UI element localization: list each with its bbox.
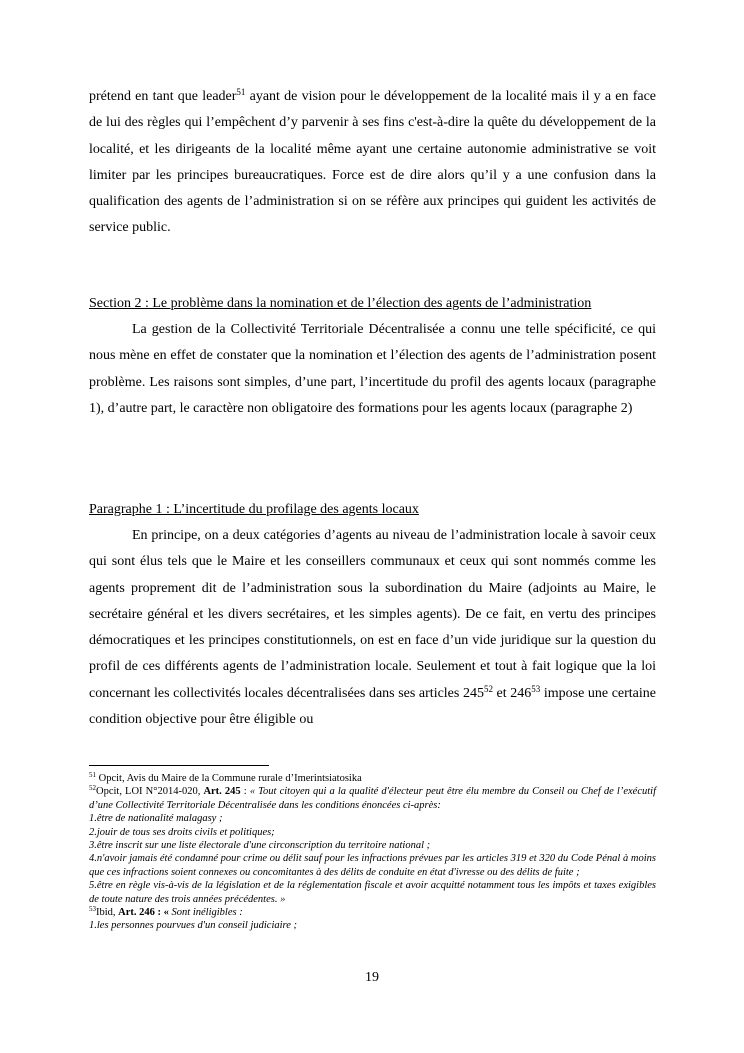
top-paragraph-text-start: prétend en tant que leader bbox=[89, 89, 237, 104]
footnote-separator bbox=[89, 765, 269, 766]
footnote-53-number: 53 bbox=[89, 905, 96, 914]
footnote-ref-51[interactable]: 51 bbox=[236, 87, 246, 97]
top-paragraph-text-end: ayant de vision pour le développement de la localité mais il y a en face de lui des règles qui l’empêchent d’y parvenir à ses fins c'est-à-dire la quête du développement de la localité, et les dirigeants de la localité même ayant une certaine autonomie administrative se voit limiter par les principes bureaucratiques. Force est de dire alors qu’il y a une confusion dans la qualification des agents de l’administration si on se réfère aux principes qui guident les activités de service public. bbox=[89, 89, 656, 236]
footnote-53-item: 1.les personnes pourvues d'un conseil judiciaire ; bbox=[89, 920, 298, 932]
footnote-52-quote: « Tout citoyen qui a la qualité d'électeur peut être élu membre du Conseil ou Chef de l’exécutif d’une Collectivité Territoriale Décentralisée dans les conditions énoncées ci-après: bbox=[89, 786, 656, 811]
section-2-heading: Section 2 : Le problème dans la nomination et de l’élection des agents de l’administration bbox=[89, 296, 592, 311]
footnote-52-item: 5.être en règle vis-à-vis de la législation et de la réglementation fiscale et avoir acquitté notamment tous les impôts et taxes exigibles de toute nature des trois années précédentes. » bbox=[89, 880, 656, 905]
footnote-52-item: 4.n'avoir jamais été condamné pour crime ou délit sauf pour les infractions prévues par les articles 319 et 320 du Code Pénal à moins que ces infractions soient connexes ou concomitantes à des délits de conduite en état d'ivresse ou des délits de fuite ; bbox=[89, 853, 656, 878]
section-2 bbox=[89, 291, 656, 422]
section-2-body: La gestion de la Collectivité Territoriale Décentralisée a connu une telle spécificité, ce qui nous mène en effet de constater que la nomination et l’élection des agents de l’administration posent problème. Les raisons sont simples, d’une part, l’incertitude du profil des agents locaux (paragraphe 1), d’autre part, le caractère non obligatoire des formations pour les agents locaux (paragraphe 2) bbox=[89, 322, 656, 416]
footnote-52 bbox=[89, 785, 656, 812]
footnote-51 bbox=[89, 772, 656, 785]
footnote-53 bbox=[89, 906, 656, 919]
paragraphe-1 bbox=[89, 497, 656, 733]
footnote-52-item: 2.jouir de tous ses droits civils et politiques; bbox=[89, 826, 275, 838]
footnote-52-article: Art. 245 bbox=[203, 786, 241, 798]
page-number: 19 bbox=[365, 970, 379, 985]
top-paragraph bbox=[89, 84, 656, 242]
paragraphe-1-text-a: En principe, on a deux catégories d’agents au niveau de l’administration locale à savoir ceux qui sont élus tels que le Maire et les conseillers communaux et ceux qui sont nommés comme les agents proprement dit de l’administration sous la subordination du Maire (adjoints au Maire, le secrétaire général et les divers secrétaires, et les simples agents). De ce fait, en vertu des principes démocratiques et les principes constitutionnels, on est en face d’un vide juridique sur la question du profil de ces différents agents de l’administration locale. Seulement et tout à fait logique que la loi concernant les collectivités locales décentralisées dans ses articles 245 bbox=[89, 528, 656, 701]
footnote-52-item: 1.être de nationalité malagasy ; bbox=[89, 813, 223, 825]
footnote-51-number: 51 bbox=[89, 771, 96, 779]
footnote-ref-52[interactable]: 52 bbox=[483, 683, 493, 694]
footnote-53-article: Art. 246 : « bbox=[118, 907, 169, 919]
footnote-52-sep: : bbox=[240, 786, 250, 798]
paragraphe-1-heading: Paragraphe 1 : L’incertitude du profilage des agents locaux bbox=[89, 502, 419, 517]
footnote-51-text: Opcit, Avis du Maire de la Commune rurale d’Imerintsiatosika bbox=[96, 773, 362, 784]
footnote-53-prefix: Ibid, bbox=[96, 907, 119, 919]
footnote-53-quote: Sont inéligibles : bbox=[168, 907, 243, 919]
paragraphe-1-text-c: impose une certaine condition objective pour être éligible ou bbox=[89, 685, 656, 728]
footnotes bbox=[89, 772, 656, 933]
paragraphe-1-body bbox=[89, 523, 656, 733]
paragraphe-1-text-b: et 246 bbox=[492, 685, 532, 701]
footnote-52-item: 3.être inscrit sur une liste électorale d'une circonscription du territoire national ; bbox=[89, 840, 431, 852]
footnote-52-number: 52 bbox=[89, 784, 96, 793]
footnote-52-prefix: Opcit, LOI N°2014-020, bbox=[96, 786, 204, 798]
footnote-ref-53[interactable]: 53 bbox=[531, 683, 541, 694]
